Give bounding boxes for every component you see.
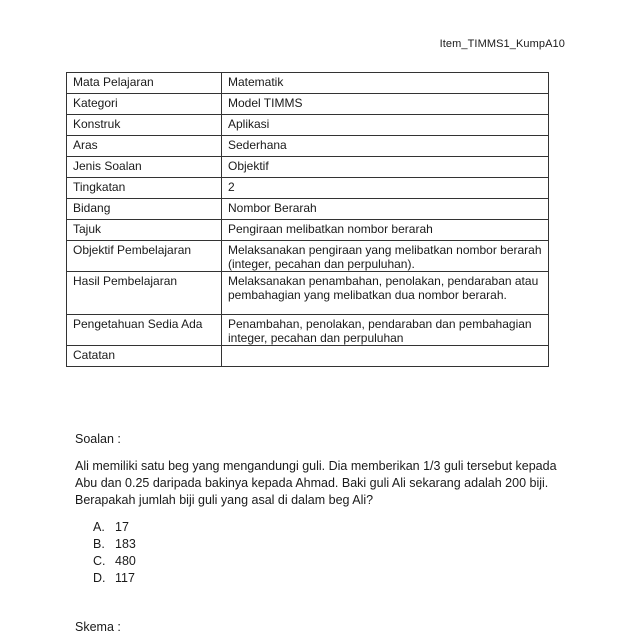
option-a: [93, 519, 575, 536]
table-row: [67, 115, 549, 136]
field-label: Pengetahuan Sedia Ada: [67, 315, 222, 346]
field-value: Objektif: [222, 157, 549, 178]
option-c: [93, 553, 575, 570]
field-label: Tajuk: [67, 220, 222, 241]
field-value: Melaksanakan penambahan, penolakan, pendaraban atau pembahagian yang melibatkan dua nombor berarah.: [222, 272, 549, 315]
metadata-table: [66, 72, 549, 367]
field-value: Sederhana: [222, 136, 549, 157]
field-label: Bidang: [67, 199, 222, 220]
document-reference: Item_TIMMS1_KumpA10: [439, 38, 565, 50]
option-letter: C.: [93, 554, 106, 568]
table-row: [67, 178, 549, 199]
field-label: Hasil Pembelajaran: [67, 272, 222, 315]
field-value: Nombor Berarah: [222, 199, 549, 220]
question-section: [75, 431, 575, 587]
field-value: Penambahan, penolakan, pendaraban dan pembahagian integer, pecahan dan perpuluhan: [222, 315, 549, 346]
option-text: 480: [115, 554, 136, 568]
field-value: Pengiraan melibatkan nombor berarah: [222, 220, 549, 241]
table-row: [67, 136, 549, 157]
skema-label: Skema :: [75, 620, 121, 634]
field-value: Model TIMMS: [222, 94, 549, 115]
field-value: 2: [222, 178, 549, 199]
field-label: Catatan: [67, 346, 222, 367]
option-letter: B.: [93, 537, 105, 551]
table-row: [67, 346, 549, 367]
field-label: Aras: [67, 136, 222, 157]
table-row: [67, 73, 549, 94]
field-value: [222, 346, 549, 367]
question-label: Soalan :: [75, 432, 121, 446]
field-label: Objektif Pembelajaran: [67, 241, 222, 272]
table-row: [67, 315, 549, 346]
field-value: Matematik: [222, 73, 549, 94]
field-value: Aplikasi: [222, 115, 549, 136]
table-row: [67, 241, 549, 272]
field-label: Kategori: [67, 94, 222, 115]
table-row: [67, 272, 549, 315]
option-text: 183: [115, 537, 136, 551]
field-label: Jenis Soalan: [67, 157, 222, 178]
field-label: Mata Pelajaran: [67, 73, 222, 94]
option-text: 117: [115, 571, 135, 585]
field-value: Melaksanakan pengiraan yang melibatkan nombor berarah (integer, pecahan dan perpuluhan).: [222, 241, 549, 272]
table-row: [67, 220, 549, 241]
option-text: 17: [115, 520, 129, 534]
table-row: [67, 94, 549, 115]
field-label: Konstruk: [67, 115, 222, 136]
option-d: [93, 570, 575, 587]
answer-options: [93, 519, 575, 587]
table-row: [67, 157, 549, 178]
option-letter: A.: [93, 520, 105, 534]
question-stem: Ali memiliki satu beg yang mengandungi guli. Dia memberikan 1/3 guli tersebut kepada Abu dan 0.25 daripada bakinya kepada Ahmad. Baki guli Ali sekarang adalah 200 biji. Berapakah jumlah biji guli yang asal di dalam beg Ali?: [75, 459, 557, 507]
field-label: Tingkatan: [67, 178, 222, 199]
option-letter: D.: [93, 571, 106, 585]
option-b: [93, 536, 575, 553]
table-row: [67, 199, 549, 220]
